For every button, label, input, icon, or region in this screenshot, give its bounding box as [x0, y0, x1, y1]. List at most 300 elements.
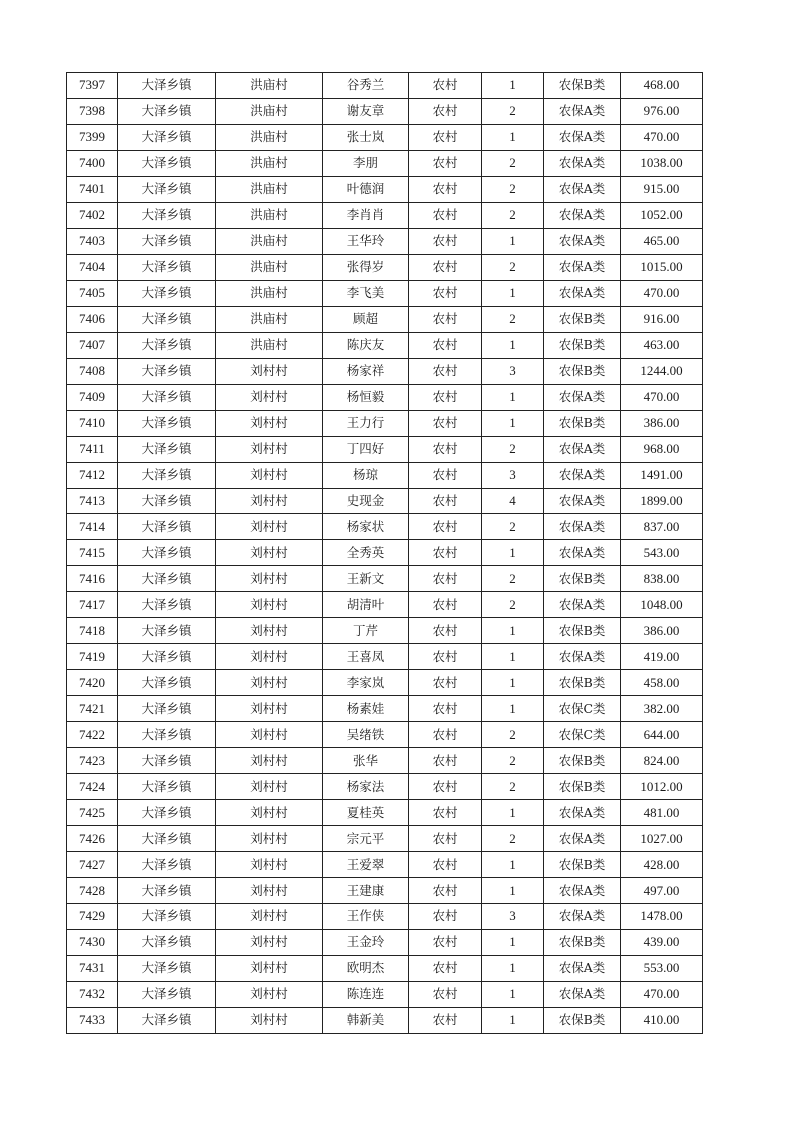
cell-amount: 553.00: [621, 955, 703, 981]
cell-household-count: 2: [482, 176, 544, 202]
cell-person-name: 杨家法: [323, 774, 409, 800]
cell-household-count: 1: [482, 124, 544, 150]
cell-person-name: 全秀英: [323, 540, 409, 566]
cell-amount: 458.00: [621, 670, 703, 696]
cell-insurance-category: 农保A类: [544, 280, 621, 306]
cell-serial-number: 7421: [67, 696, 118, 722]
cell-village: 刘村村: [216, 540, 323, 566]
cell-town: 大泽乡镇: [118, 306, 216, 332]
cell-serial-number: 7423: [67, 748, 118, 774]
cell-amount: 838.00: [621, 566, 703, 592]
cell-village: 刘村村: [216, 852, 323, 878]
table-row: [67, 748, 703, 774]
cell-town: 大泽乡镇: [118, 929, 216, 955]
cell-town: 大泽乡镇: [118, 202, 216, 228]
cell-insurance-category: 农保B类: [544, 332, 621, 358]
cell-serial-number: 7409: [67, 384, 118, 410]
cell-village: 洪庙村: [216, 332, 323, 358]
cell-serial-number: 7418: [67, 618, 118, 644]
cell-town: 大泽乡镇: [118, 436, 216, 462]
cell-serial-number: 7420: [67, 670, 118, 696]
cell-town: 大泽乡镇: [118, 280, 216, 306]
cell-serial-number: 7398: [67, 98, 118, 124]
cell-village: 刘村村: [216, 436, 323, 462]
cell-town: 大泽乡镇: [118, 592, 216, 618]
cell-amount: 470.00: [621, 384, 703, 410]
cell-serial-number: 7399: [67, 124, 118, 150]
cell-household-count: 2: [482, 514, 544, 540]
cell-village: 刘村村: [216, 644, 323, 670]
cell-town: 大泽乡镇: [118, 176, 216, 202]
cell-household-count: 2: [482, 98, 544, 124]
cell-town: 大泽乡镇: [118, 98, 216, 124]
cell-town: 大泽乡镇: [118, 748, 216, 774]
cell-village: 刘村村: [216, 826, 323, 852]
cell-town: 大泽乡镇: [118, 540, 216, 566]
cell-amount: 386.00: [621, 410, 703, 436]
cell-person-name: 欧明杰: [323, 955, 409, 981]
cell-town: 大泽乡镇: [118, 358, 216, 384]
cell-person-name: 陈连连: [323, 981, 409, 1007]
cell-person-name: 韩新美: [323, 1007, 409, 1033]
cell-person-name: 顾超: [323, 306, 409, 332]
cell-area-type: 农村: [409, 358, 482, 384]
cell-amount: 543.00: [621, 540, 703, 566]
cell-insurance-category: 农保A类: [544, 176, 621, 202]
cell-amount: 1048.00: [621, 592, 703, 618]
cell-amount: 465.00: [621, 228, 703, 254]
cell-village: 刘村村: [216, 358, 323, 384]
cell-insurance-category: 农保A类: [544, 904, 621, 930]
cell-person-name: 张华: [323, 748, 409, 774]
cell-village: 刘村村: [216, 1007, 323, 1033]
cell-serial-number: 7433: [67, 1007, 118, 1033]
table-row: [67, 436, 703, 462]
cell-amount: 1027.00: [621, 826, 703, 852]
cell-town: 大泽乡镇: [118, 124, 216, 150]
table-row: [67, 384, 703, 410]
cell-area-type: 农村: [409, 410, 482, 436]
cell-serial-number: 7402: [67, 202, 118, 228]
cell-serial-number: 7417: [67, 592, 118, 618]
cell-area-type: 农村: [409, 670, 482, 696]
cell-village: 刘村村: [216, 748, 323, 774]
cell-area-type: 农村: [409, 514, 482, 540]
cell-amount: 1012.00: [621, 774, 703, 800]
cell-household-count: 1: [482, 670, 544, 696]
cell-area-type: 农村: [409, 462, 482, 488]
cell-person-name: 张士岚: [323, 124, 409, 150]
cell-amount: 1015.00: [621, 254, 703, 280]
cell-area-type: 农村: [409, 722, 482, 748]
cell-serial-number: 7416: [67, 566, 118, 592]
table-row: [67, 462, 703, 488]
cell-household-count: 3: [482, 904, 544, 930]
cell-household-count: 2: [482, 436, 544, 462]
table-row: [67, 358, 703, 384]
cell-area-type: 农村: [409, 540, 482, 566]
cell-serial-number: 7412: [67, 462, 118, 488]
cell-insurance-category: 农保B类: [544, 410, 621, 436]
cell-insurance-category: 农保A类: [544, 644, 621, 670]
cell-person-name: 王建康: [323, 878, 409, 904]
cell-household-count: 4: [482, 488, 544, 514]
cell-amount: 968.00: [621, 436, 703, 462]
cell-insurance-category: 农保A类: [544, 462, 621, 488]
cell-insurance-category: 农保C类: [544, 696, 621, 722]
cell-serial-number: 7411: [67, 436, 118, 462]
table-row: [67, 566, 703, 592]
cell-household-count: 1: [482, 540, 544, 566]
cell-insurance-category: 农保A类: [544, 98, 621, 124]
cell-serial-number: 7428: [67, 878, 118, 904]
cell-serial-number: 7397: [67, 73, 118, 99]
cell-town: 大泽乡镇: [118, 852, 216, 878]
cell-village: 刘村村: [216, 618, 323, 644]
cell-insurance-category: 农保C类: [544, 722, 621, 748]
cell-person-name: 谷秀兰: [323, 73, 409, 99]
cell-serial-number: 7406: [67, 306, 118, 332]
cell-village: 洪庙村: [216, 202, 323, 228]
table-row: [67, 280, 703, 306]
table-row: [67, 228, 703, 254]
cell-insurance-category: 农保B类: [544, 73, 621, 99]
cell-amount: 837.00: [621, 514, 703, 540]
cell-area-type: 农村: [409, 176, 482, 202]
cell-serial-number: 7410: [67, 410, 118, 436]
cell-amount: 428.00: [621, 852, 703, 878]
cell-area-type: 农村: [409, 436, 482, 462]
cell-village: 刘村村: [216, 462, 323, 488]
cell-household-count: 2: [482, 748, 544, 774]
cell-person-name: 王爱翠: [323, 852, 409, 878]
cell-person-name: 丁四好: [323, 436, 409, 462]
cell-amount: 386.00: [621, 618, 703, 644]
cell-household-count: 1: [482, 332, 544, 358]
cell-insurance-category: 农保B类: [544, 566, 621, 592]
cell-household-count: 1: [482, 618, 544, 644]
cell-area-type: 农村: [409, 696, 482, 722]
cell-amount: 419.00: [621, 644, 703, 670]
cell-serial-number: 7401: [67, 176, 118, 202]
cell-area-type: 农村: [409, 566, 482, 592]
cell-amount: 1038.00: [621, 150, 703, 176]
cell-household-count: 1: [482, 1007, 544, 1033]
cell-area-type: 农村: [409, 150, 482, 176]
cell-serial-number: 7408: [67, 358, 118, 384]
cell-serial-number: 7426: [67, 826, 118, 852]
cell-town: 大泽乡镇: [118, 228, 216, 254]
cell-town: 大泽乡镇: [118, 566, 216, 592]
cell-village: 刘村村: [216, 670, 323, 696]
cell-household-count: 1: [482, 410, 544, 436]
cell-serial-number: 7422: [67, 722, 118, 748]
cell-insurance-category: 农保B类: [544, 1007, 621, 1033]
cell-amount: 463.00: [621, 332, 703, 358]
cell-village: 刘村村: [216, 566, 323, 592]
cell-town: 大泽乡镇: [118, 670, 216, 696]
cell-insurance-category: 农保A类: [544, 592, 621, 618]
cell-household-count: 2: [482, 774, 544, 800]
cell-village: 洪庙村: [216, 73, 323, 99]
cell-amount: 1244.00: [621, 358, 703, 384]
cell-insurance-category: 农保B类: [544, 618, 621, 644]
cell-amount: 439.00: [621, 929, 703, 955]
cell-person-name: 张得岁: [323, 254, 409, 280]
cell-household-count: 2: [482, 566, 544, 592]
cell-village: 刘村村: [216, 878, 323, 904]
cell-household-count: 1: [482, 955, 544, 981]
cell-amount: 824.00: [621, 748, 703, 774]
cell-household-count: 1: [482, 228, 544, 254]
cell-person-name: 胡清叶: [323, 592, 409, 618]
cell-amount: 1478.00: [621, 904, 703, 930]
cell-town: 大泽乡镇: [118, 981, 216, 1007]
cell-person-name: 杨家状: [323, 514, 409, 540]
table-row: [67, 644, 703, 670]
cell-serial-number: 7400: [67, 150, 118, 176]
table-row: [67, 306, 703, 332]
cell-village: 刘村村: [216, 592, 323, 618]
cell-serial-number: 7427: [67, 852, 118, 878]
cell-household-count: 1: [482, 800, 544, 826]
cell-town: 大泽乡镇: [118, 904, 216, 930]
cell-person-name: 王华玲: [323, 228, 409, 254]
cell-insurance-category: 农保A类: [544, 800, 621, 826]
cell-village: 刘村村: [216, 774, 323, 800]
table-row: [67, 332, 703, 358]
cell-insurance-category: 农保A类: [544, 436, 621, 462]
cell-person-name: 杨琼: [323, 462, 409, 488]
cell-village: 洪庙村: [216, 176, 323, 202]
cell-town: 大泽乡镇: [118, 332, 216, 358]
cell-village: 刘村村: [216, 929, 323, 955]
cell-insurance-category: 农保A类: [544, 826, 621, 852]
cell-area-type: 农村: [409, 748, 482, 774]
table-row: [67, 202, 703, 228]
table-row: [67, 852, 703, 878]
cell-insurance-category: 农保A类: [544, 202, 621, 228]
table-row: [67, 904, 703, 930]
cell-person-name: 杨恒毅: [323, 384, 409, 410]
cell-area-type: 农村: [409, 800, 482, 826]
cell-insurance-category: 农保A类: [544, 540, 621, 566]
cell-household-count: 1: [482, 644, 544, 670]
cell-town: 大泽乡镇: [118, 696, 216, 722]
cell-amount: 470.00: [621, 124, 703, 150]
table-row: [67, 670, 703, 696]
cell-insurance-category: 农保B类: [544, 670, 621, 696]
table-row: [67, 124, 703, 150]
cell-village: 洪庙村: [216, 124, 323, 150]
cell-household-count: 1: [482, 929, 544, 955]
cell-household-count: 1: [482, 384, 544, 410]
cell-amount: 481.00: [621, 800, 703, 826]
cell-serial-number: 7404: [67, 254, 118, 280]
table-row: [67, 98, 703, 124]
cell-area-type: 农村: [409, 878, 482, 904]
cell-person-name: 丁芹: [323, 618, 409, 644]
cell-household-count: 3: [482, 462, 544, 488]
cell-village: 刘村村: [216, 488, 323, 514]
cell-household-count: 1: [482, 852, 544, 878]
cell-household-count: 2: [482, 722, 544, 748]
cell-area-type: 农村: [409, 644, 482, 670]
cell-household-count: 1: [482, 73, 544, 99]
cell-serial-number: 7407: [67, 332, 118, 358]
cell-town: 大泽乡镇: [118, 826, 216, 852]
cell-insurance-category: 农保A类: [544, 124, 621, 150]
cell-insurance-category: 农保A类: [544, 254, 621, 280]
cell-village: 洪庙村: [216, 228, 323, 254]
cell-person-name: 李飞美: [323, 280, 409, 306]
cell-town: 大泽乡镇: [118, 800, 216, 826]
cell-serial-number: 7431: [67, 955, 118, 981]
table-row: [67, 540, 703, 566]
cell-village: 刘村村: [216, 981, 323, 1007]
cell-amount: 468.00: [621, 73, 703, 99]
cell-town: 大泽乡镇: [118, 955, 216, 981]
cell-household-count: 1: [482, 878, 544, 904]
cell-amount: 470.00: [621, 280, 703, 306]
table-row: [67, 1007, 703, 1033]
cell-area-type: 农村: [409, 904, 482, 930]
cell-amount: 470.00: [621, 981, 703, 1007]
cell-area-type: 农村: [409, 488, 482, 514]
table-row: [67, 955, 703, 981]
cell-insurance-category: 农保A类: [544, 150, 621, 176]
cell-area-type: 农村: [409, 592, 482, 618]
cell-insurance-category: 农保B类: [544, 306, 621, 332]
cell-insurance-category: 农保A类: [544, 955, 621, 981]
cell-village: 洪庙村: [216, 280, 323, 306]
cell-person-name: 李朋: [323, 150, 409, 176]
cell-town: 大泽乡镇: [118, 462, 216, 488]
cell-household-count: 2: [482, 254, 544, 280]
cell-town: 大泽乡镇: [118, 150, 216, 176]
cell-household-count: 1: [482, 981, 544, 1007]
cell-person-name: 陈庆友: [323, 332, 409, 358]
cell-area-type: 农村: [409, 73, 482, 99]
cell-amount: 497.00: [621, 878, 703, 904]
cell-area-type: 农村: [409, 929, 482, 955]
cell-insurance-category: 农保A类: [544, 981, 621, 1007]
table-row: [67, 696, 703, 722]
table-row: [67, 73, 703, 99]
table-row: [67, 929, 703, 955]
cell-area-type: 农村: [409, 98, 482, 124]
cell-household-count: 1: [482, 280, 544, 306]
cell-person-name: 王喜凤: [323, 644, 409, 670]
cell-serial-number: 7430: [67, 929, 118, 955]
cell-person-name: 王金玲: [323, 929, 409, 955]
cell-village: 刘村村: [216, 904, 323, 930]
cell-insurance-category: 农保B类: [544, 774, 621, 800]
cell-household-count: 2: [482, 306, 544, 332]
cell-area-type: 农村: [409, 280, 482, 306]
cell-area-type: 农村: [409, 332, 482, 358]
cell-town: 大泽乡镇: [118, 644, 216, 670]
cell-town: 大泽乡镇: [118, 73, 216, 99]
cell-town: 大泽乡镇: [118, 1007, 216, 1033]
cell-town: 大泽乡镇: [118, 254, 216, 280]
subsidy-table: [66, 72, 703, 1034]
table-row: [67, 878, 703, 904]
cell-village: 刘村村: [216, 722, 323, 748]
cell-insurance-category: 农保A类: [544, 384, 621, 410]
cell-insurance-category: 农保B类: [544, 358, 621, 384]
table-row: [67, 774, 703, 800]
cell-town: 大泽乡镇: [118, 410, 216, 436]
cell-person-name: 夏桂英: [323, 800, 409, 826]
cell-area-type: 农村: [409, 826, 482, 852]
cell-area-type: 农村: [409, 618, 482, 644]
table-body: [67, 73, 703, 1034]
cell-town: 大泽乡镇: [118, 488, 216, 514]
cell-village: 洪庙村: [216, 306, 323, 332]
cell-amount: 382.00: [621, 696, 703, 722]
cell-person-name: 王力行: [323, 410, 409, 436]
cell-household-count: 2: [482, 826, 544, 852]
cell-person-name: 吴绪铁: [323, 722, 409, 748]
cell-village: 刘村村: [216, 955, 323, 981]
cell-serial-number: 7413: [67, 488, 118, 514]
table-row: [67, 176, 703, 202]
table-row: [67, 800, 703, 826]
table-row: [67, 254, 703, 280]
cell-person-name: 王新文: [323, 566, 409, 592]
table-row: [67, 722, 703, 748]
cell-household-count: 2: [482, 592, 544, 618]
cell-area-type: 农村: [409, 254, 482, 280]
table-row: [67, 618, 703, 644]
cell-village: 洪庙村: [216, 98, 323, 124]
cell-town: 大泽乡镇: [118, 774, 216, 800]
cell-town: 大泽乡镇: [118, 722, 216, 748]
cell-village: 刘村村: [216, 410, 323, 436]
cell-area-type: 农村: [409, 1007, 482, 1033]
cell-area-type: 农村: [409, 124, 482, 150]
cell-serial-number: 7432: [67, 981, 118, 1007]
cell-area-type: 农村: [409, 981, 482, 1007]
cell-amount: 1491.00: [621, 462, 703, 488]
cell-insurance-category: 农保B类: [544, 852, 621, 878]
cell-person-name: 李家岚: [323, 670, 409, 696]
cell-area-type: 农村: [409, 202, 482, 228]
cell-serial-number: 7425: [67, 800, 118, 826]
cell-village: 洪庙村: [216, 254, 323, 280]
table-row: [67, 150, 703, 176]
cell-area-type: 农村: [409, 852, 482, 878]
cell-amount: 1052.00: [621, 202, 703, 228]
cell-village: 刘村村: [216, 696, 323, 722]
cell-person-name: 史现金: [323, 488, 409, 514]
cell-person-name: 王作侠: [323, 904, 409, 930]
cell-serial-number: 7415: [67, 540, 118, 566]
cell-serial-number: 7419: [67, 644, 118, 670]
cell-amount: 644.00: [621, 722, 703, 748]
cell-insurance-category: 农保A类: [544, 514, 621, 540]
cell-amount: 915.00: [621, 176, 703, 202]
cell-person-name: 杨家祥: [323, 358, 409, 384]
cell-serial-number: 7403: [67, 228, 118, 254]
cell-area-type: 农村: [409, 228, 482, 254]
cell-insurance-category: 农保B类: [544, 929, 621, 955]
table-row: [67, 826, 703, 852]
cell-serial-number: 7424: [67, 774, 118, 800]
cell-village: 刘村村: [216, 514, 323, 540]
cell-household-count: 3: [482, 358, 544, 384]
